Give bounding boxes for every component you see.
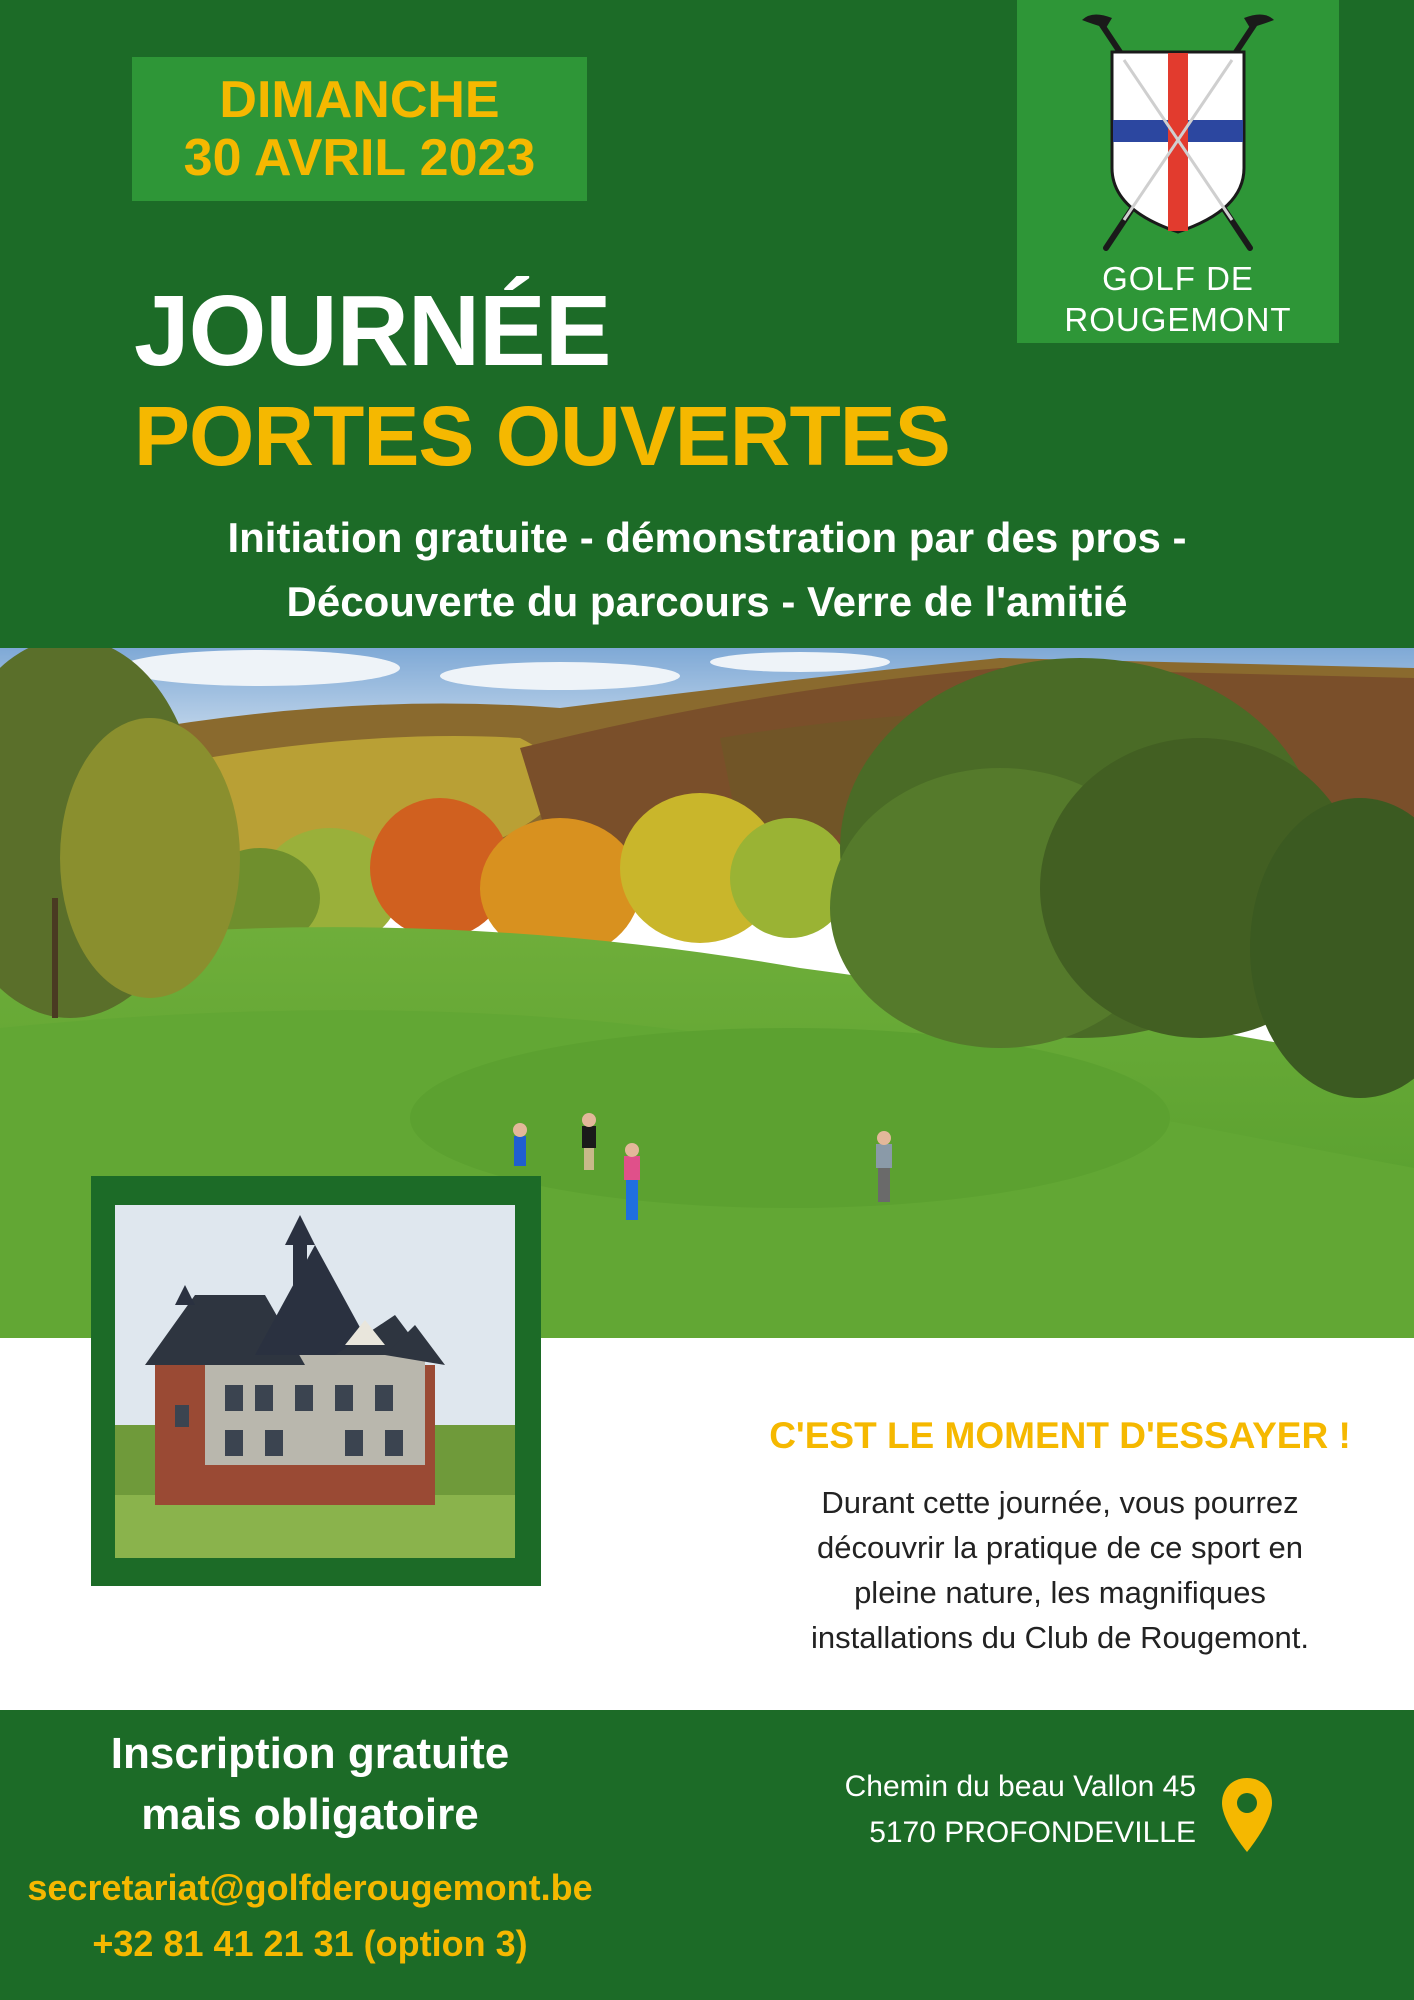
golf-club-shield-icon xyxy=(1072,10,1284,255)
page-title-line2: PORTES OUVERTES xyxy=(134,389,950,483)
event-date-badge xyxy=(132,57,587,201)
clubhouse-photo xyxy=(91,1176,541,1586)
cta-description xyxy=(730,1480,1390,1660)
address-street: Chemin du beau Vallon 45 xyxy=(844,1770,1196,1803)
club-logo xyxy=(1017,0,1339,343)
cta-body-line: Durant cette journée, vous pourrez xyxy=(821,1485,1299,1520)
club-name xyxy=(1017,258,1339,340)
cta-body-line: pleine nature, les magnifiques xyxy=(854,1575,1266,1610)
address-city: 5170 PROFONDEVILLE xyxy=(869,1816,1196,1849)
club-name-line2: ROUGEMONT xyxy=(1064,301,1292,338)
contact-email[interactable]: secretariat@golfderougemont.be xyxy=(27,1867,593,1908)
subtitle-line2: Découverte du parcours - Verre de l'amitié xyxy=(286,578,1128,625)
contact-phone[interactable]: +32 81 41 21 31 (option 3) xyxy=(92,1923,528,1964)
subtitle-line1: Initiation gratuite - démonstration par des pros - xyxy=(227,514,1187,561)
page-title-line1: JOURNÉE xyxy=(134,275,611,387)
cta-body-line: installations du Club de Rougemont. xyxy=(810,1620,1310,1655)
registration-heading-line2: mais obligatoire xyxy=(141,1790,479,1839)
location-pin-icon xyxy=(1219,1776,1275,1856)
cta-body-line: découvrir la pratique de ce sport en xyxy=(817,1530,1303,1565)
venue-address xyxy=(740,1764,1196,1856)
cta-heading: C'EST LE MOMENT D'ESSAYER ! xyxy=(769,1415,1351,1456)
event-day: DIMANCHE xyxy=(219,71,500,129)
club-name-line1: GOLF DE xyxy=(1102,260,1254,297)
registration-heading-line1: Inscription gratuite xyxy=(110,1729,510,1778)
event-date: 30 AVRIL 2023 xyxy=(183,129,536,187)
event-subtitle xyxy=(40,506,1374,634)
